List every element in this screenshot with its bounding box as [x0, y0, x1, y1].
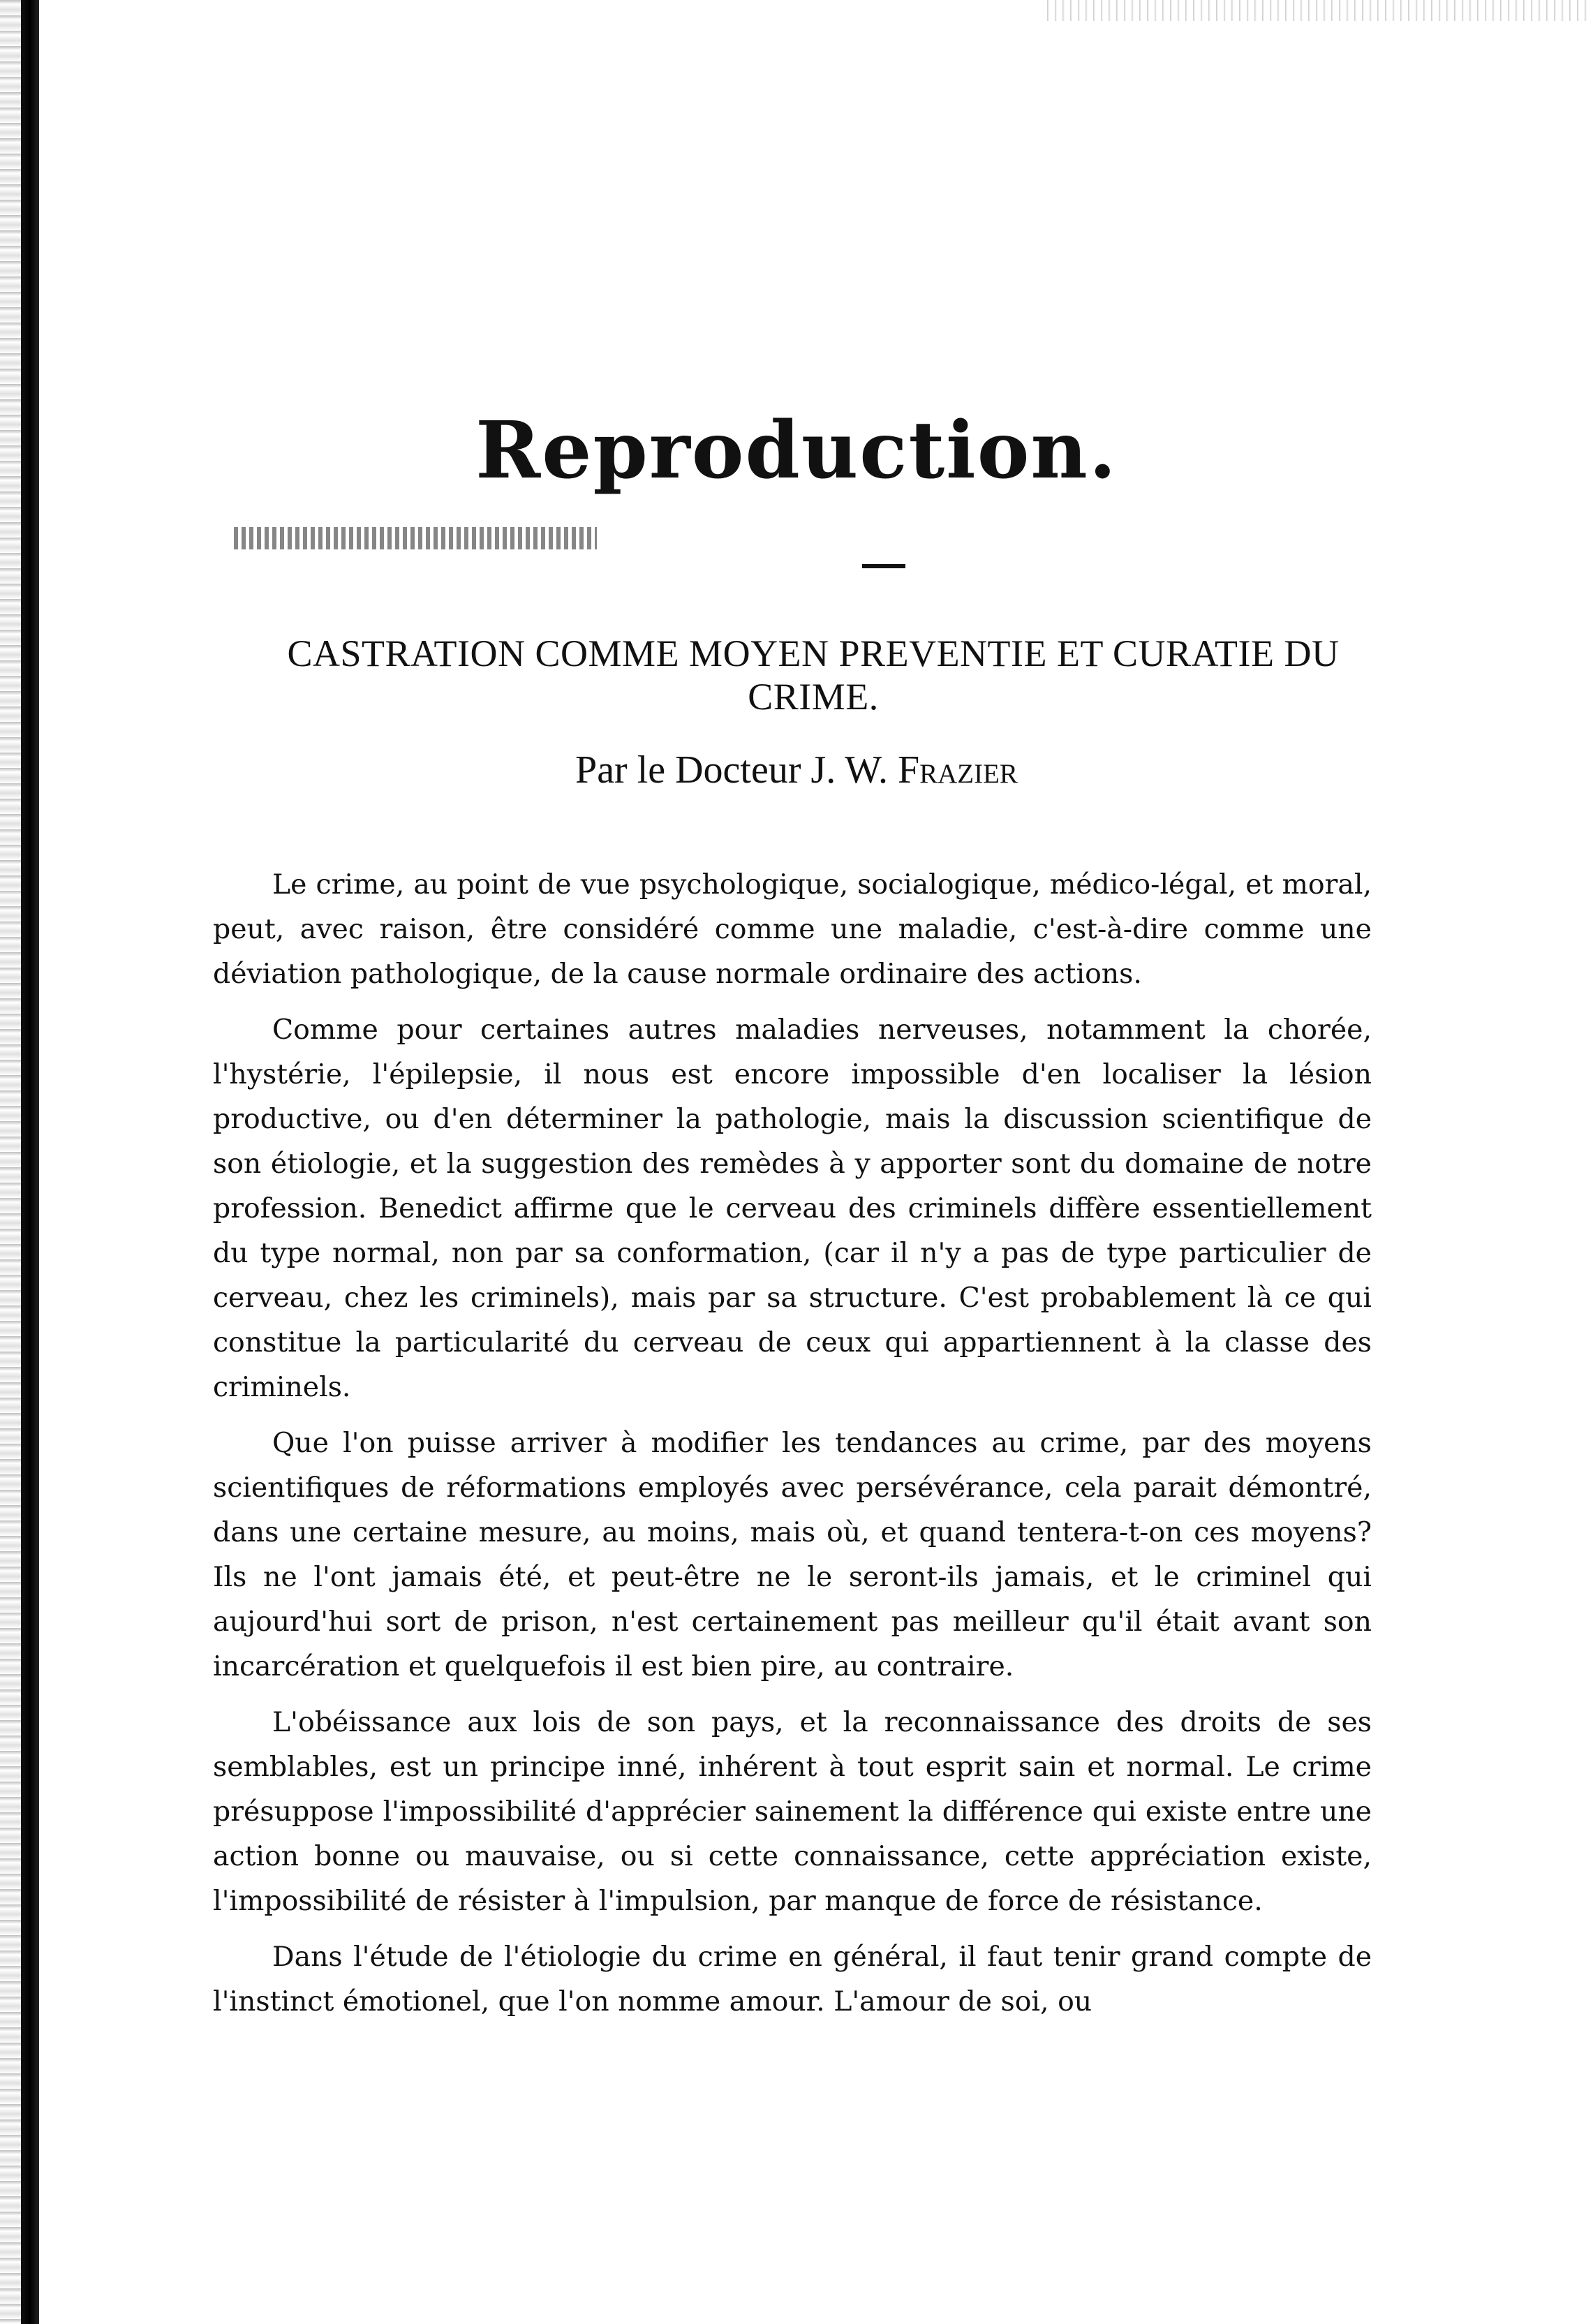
scan-speckle: [1047, 0, 1592, 21]
paragraph: Dans l'étude de l'étiologie du crime en général, il faut tenir grand compte de l'instinct émotionel, que l'on nomme amour. L'amour de soi, ou: [213, 1941, 1372, 2018]
ink-smudge: [234, 527, 597, 549]
separator-dash: [862, 564, 905, 568]
scan-binding-edge: [21, 0, 39, 2324]
article-body: [213, 862, 1372, 2035]
paragraph: Comme pour certaines autres maladies nerveuses, notamment la chorée, l'hystérie, l'épilepsie, il nous est encore impossible d'en localiser la lésion productive, ou d'en déterminer la pathologie, mais la discussion scientifique de son étiologie, et la suggestion des remèdes à y apporter sont du domaine de notre profession. Benedict affirme que le cerveau des criminels diffère essentiellement du type normal, non par sa conformation, (car il n'y a pas de type particulier de cerveau, chez les criminels), mais par sa structure. C'est probablement là ce qui constitue la particularité du cerveau de ceux qui appartiennent à la classe des criminels.: [213, 1014, 1372, 1403]
author-prefix: Par le Docteur J. W.: [575, 748, 888, 792]
article-title: CASTRATION COMME MOYEN PREVENTIE ET CURATIE DU CRIME.: [287, 632, 1340, 718]
author-line: [0, 750, 1593, 790]
paragraph: Le crime, au point de vue psychologique, socialogique, médico-légal, et moral, peut, avec raison, être considéré comme une maladie, c'est-à-dire comme une déviation pathologique, de la cause normale ordinaire des actions.: [213, 868, 1372, 990]
paragraph: L'obéissance aux lois de son pays, et la reconnaissance des droits de ses semblables, est un principe inné, inhérent à tout esprit sain et normal. Le crime présuppose l'impossibilité d'apprécier sainement la différence qui existe entre une action bonne ou mauvaise, ou si cette connaissance, cette appréciation existe, l'impossibilité de résister à l'impulsion, par manque de force de résistance.: [213, 1706, 1372, 1917]
scan-edge-shadow: [0, 0, 21, 2324]
section-heading: Reproduction.: [475, 405, 1118, 496]
author-name: Frazier: [897, 748, 1018, 792]
paragraph: Que l'on puisse arriver à modifier les tendances au crime, par des moyens scientifiques de réformations employés avec persévérance, cela parait démontré, dans une certaine mesure, au moins, mais où, et quand tentera-t-on ces moyens? Ils ne l'ont jamais été, et peut-être ne le seront-ils jamais, et le criminel qui aujourd'hui sort de prison, n'est certainement pas meilleur qu'il était avant son incarcération et quelquefois il est bien pire, au contraire.: [213, 1427, 1372, 1682]
